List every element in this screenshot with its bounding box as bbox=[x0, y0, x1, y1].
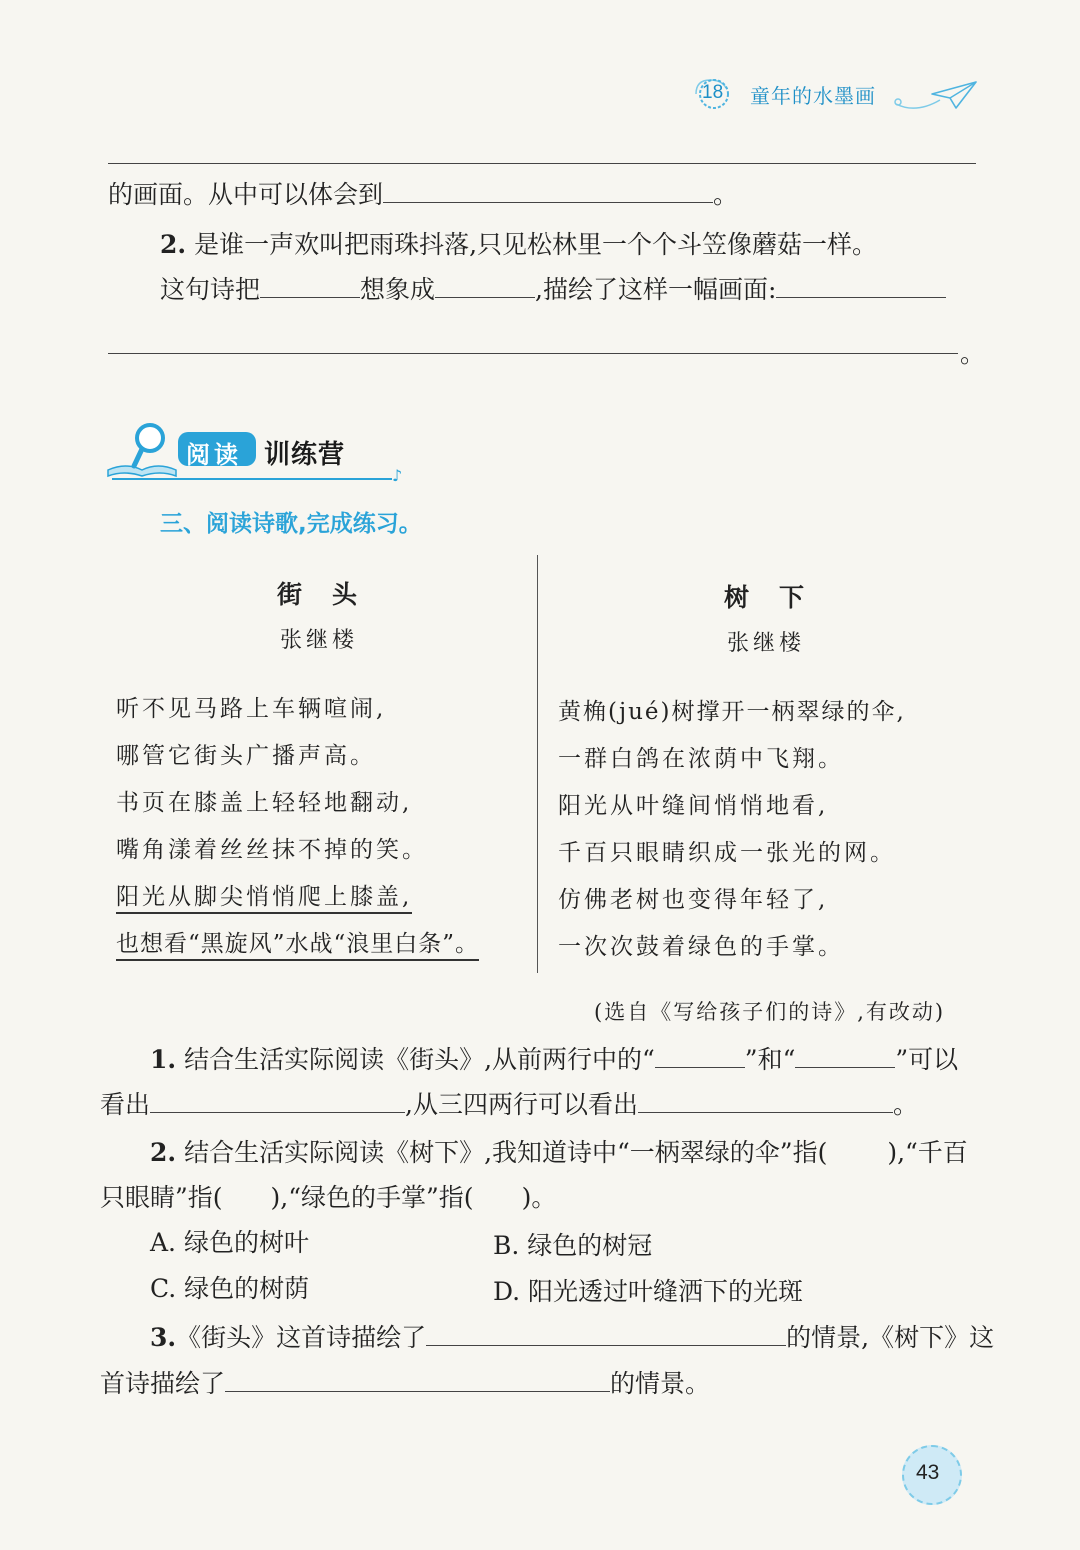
section-badge-text: 阅读 bbox=[186, 441, 242, 469]
answer-blank[interactable] bbox=[776, 271, 946, 298]
question-2-top: 2. 是谁一声欢叫把雨珠抖落,只见松林里一个个斗笠像蘑菇一样。 bbox=[160, 230, 878, 259]
section-title: 训练营 bbox=[264, 440, 346, 470]
poem-divider bbox=[537, 555, 538, 973]
poem-line: 书页在膝盖上轻轻地翻动, bbox=[116, 790, 413, 816]
poem-line: 千百只眼睛织成一张光的网。 bbox=[558, 840, 896, 866]
question-2-cont: 只眼睛”指( ),“绿色的手掌”指( )。 bbox=[100, 1183, 557, 1212]
question-3: 3.《街头》这首诗描绘了 的情景,《树下》这 bbox=[150, 1318, 994, 1354]
poem-line: 嘴角漾着丝丝抹不掉的笑。 bbox=[116, 837, 428, 863]
poem-left-lines bbox=[116, 690, 479, 972]
answer-blank[interactable] bbox=[383, 176, 713, 203]
answer-blank[interactable] bbox=[150, 1086, 405, 1113]
option-b[interactable]: B. 绿色的树冠 bbox=[493, 1231, 653, 1260]
answer-line[interactable] bbox=[108, 353, 958, 354]
poem-line-underlined: 也想看“黑旋风”水战“浪里白条”。 bbox=[116, 931, 479, 961]
question-1-cont: 看出 ,从三四两行可以看出 。 bbox=[100, 1085, 918, 1121]
poem-line: 一次次鼓着绿色的手掌。 bbox=[558, 934, 844, 960]
answer-blank[interactable] bbox=[225, 1365, 610, 1392]
poem-left-title: 街头 bbox=[277, 580, 388, 609]
question-3-cont: 首诗描绘了 的情景。 bbox=[100, 1364, 710, 1400]
option-a[interactable]: A. 绿色的树叶 bbox=[150, 1228, 309, 1257]
poem-line: 黄桷(jué)树撑开一柄翠绿的伞, bbox=[558, 699, 906, 725]
page-header bbox=[690, 72, 990, 122]
period: 。 bbox=[960, 339, 986, 368]
magnifier-book-icon bbox=[104, 420, 184, 482]
lesson-number: 18 bbox=[702, 82, 724, 103]
question-1: 1. 结合生活实际阅读《街头》,从前两行中的“ ”和“ ”可以 bbox=[150, 1040, 958, 1076]
question-2-fill: 这句诗把 想象成 ,描绘了这样一幅画面: bbox=[160, 270, 946, 306]
section-instruction: 三、阅读诗歌,完成练习。 bbox=[160, 511, 422, 537]
paper-plane-icon bbox=[930, 78, 978, 112]
answer-blank[interactable] bbox=[435, 271, 535, 298]
music-note-icon: ♪ bbox=[392, 466, 403, 485]
answer-blank[interactable] bbox=[638, 1086, 893, 1113]
poem-line: 阳光从叶缝间悄悄地看, bbox=[558, 793, 829, 819]
section-banner bbox=[104, 418, 414, 488]
answer-line bbox=[108, 163, 976, 164]
section-underline bbox=[112, 478, 392, 480]
q1-continuation: 的画面。从中可以体会到 。 bbox=[108, 175, 738, 211]
option-d[interactable]: D. 阳光透过叶缝洒下的光斑 bbox=[493, 1277, 804, 1306]
answer-blank[interactable] bbox=[260, 271, 360, 298]
poem-line: 一群白鸽在浓荫中飞翔。 bbox=[558, 746, 844, 772]
poem-line-underlined: 阳光从脚尖悄悄爬上膝盖, bbox=[116, 884, 412, 914]
poem-line: 仿佛老树也变得年轻了, bbox=[558, 887, 829, 913]
lesson-title: 童年的水墨画 bbox=[750, 84, 876, 108]
answer-blank[interactable] bbox=[795, 1041, 895, 1068]
poem-right-title: 树下 bbox=[724, 583, 835, 612]
question-2: 2. 结合生活实际阅读《树下》,我知道诗中“一柄翠绿的伞”指( ),“千百 bbox=[150, 1138, 968, 1167]
poem-left-author: 张继楼 bbox=[280, 628, 359, 653]
poem-line: 听不见马路上车辆喧闹, bbox=[116, 696, 387, 722]
page-number: 43 bbox=[916, 1461, 940, 1484]
answer-blank[interactable] bbox=[426, 1319, 786, 1346]
poem-source: (选自《写给孩子们的诗》,有改动) bbox=[594, 1000, 946, 1024]
poem-right-author: 张继楼 bbox=[727, 631, 806, 656]
answer-blank[interactable] bbox=[655, 1041, 745, 1068]
poem-line: 哪管它街头广播声高。 bbox=[116, 743, 376, 769]
poem-right-lines bbox=[558, 693, 906, 975]
option-c[interactable]: C. 绿色的树荫 bbox=[150, 1274, 310, 1303]
